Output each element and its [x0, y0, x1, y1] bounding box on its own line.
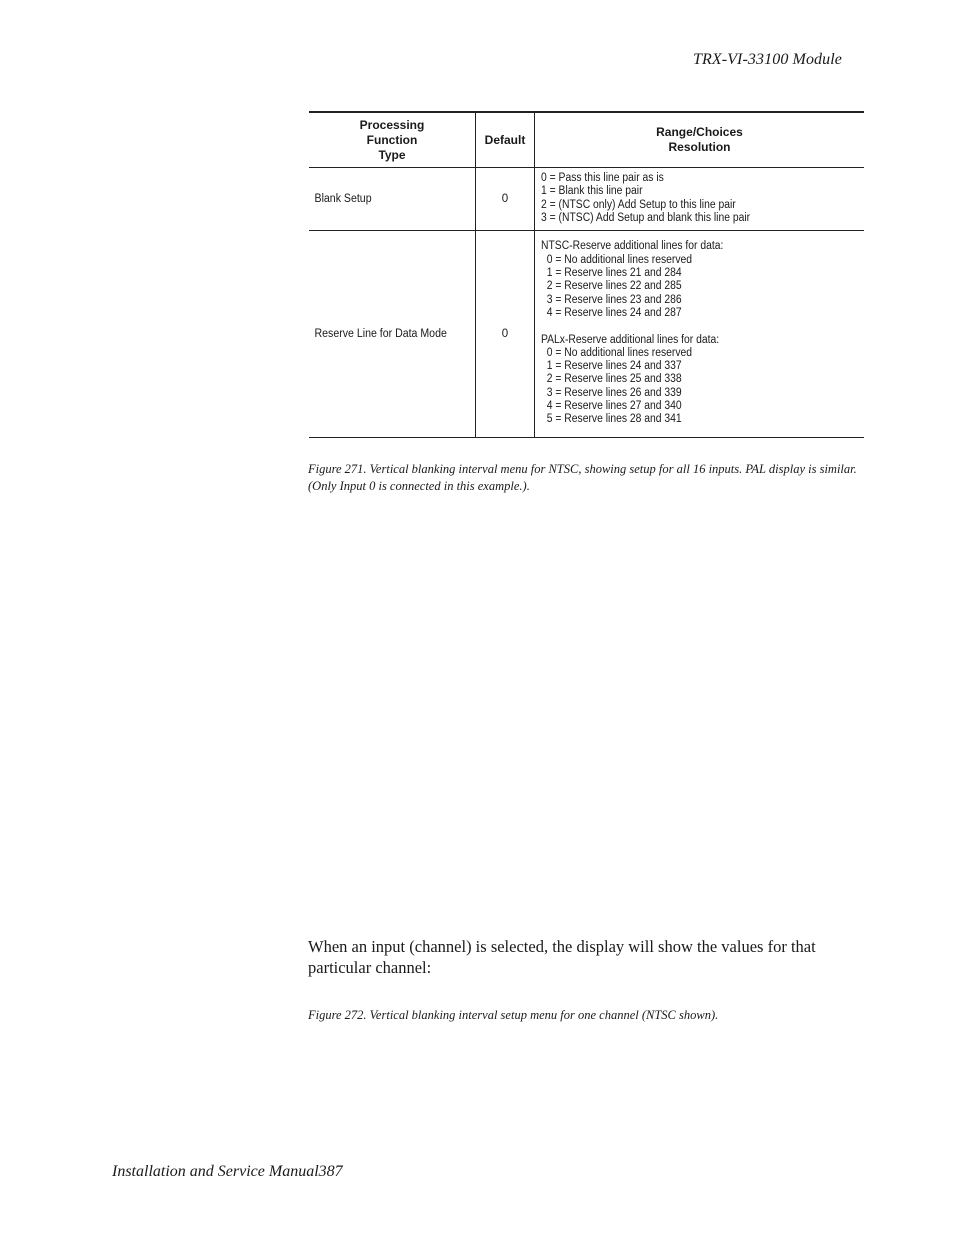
range-line: 2 = Reserve lines 25 and 338: [541, 373, 682, 386]
range-line: NTSC-Reserve additional lines for data:: [541, 240, 724, 253]
header-type-line: Type: [378, 147, 406, 162]
header-range-line: Resolution: [668, 140, 731, 154]
running-footer: Installation and Service Manual387: [112, 1163, 343, 1180]
header-range-line: Range/Choices: [656, 125, 743, 139]
range-line: 1 = Reserve lines 21 and 284: [541, 267, 682, 280]
header-range-choices: [535, 112, 865, 168]
range-line: 0 = No additional lines reserved: [541, 346, 693, 359]
range-spacer: [541, 320, 858, 333]
header-default: Default: [476, 112, 535, 168]
type-cell: Blank Setup: [309, 168, 462, 231]
range-line: 3 = Reserve lines 23 and 286: [541, 293, 682, 306]
range-line: 2 = (NTSC only) Add Setup to this line pair: [541, 198, 736, 211]
type-cell: Reserve Line for Data Mode: [309, 231, 462, 438]
processing-function-table: [309, 111, 864, 438]
range-line: 1 = Reserve lines 24 and 337: [541, 360, 682, 373]
table-row-reserve-line: [309, 231, 864, 438]
range-line: PALx-Reserve additional lines for data:: [541, 333, 720, 346]
range-line: 3 = (NTSC) Add Setup and blank this line pair: [541, 211, 751, 224]
range-line: 5 = Reserve lines 28 and 341: [541, 413, 682, 426]
range-cell: [535, 231, 865, 438]
range-line: 0 = Pass this line pair as is: [541, 171, 664, 184]
figure-272-caption: Figure 272. Vertical blanking interval setup menu for one channel (NTSC shown).: [308, 1008, 719, 1022]
range-line: 4 = Reserve lines 27 and 340: [541, 399, 682, 412]
range-line: 1 = Blank this line pair: [541, 185, 643, 198]
range-line: 4 = Reserve lines 24 and 287: [541, 306, 682, 319]
running-header: TRX-VI-33100 Module: [693, 51, 842, 68]
figure-271-caption: Figure 271. Vertical blanking interval menu for NTSC, showing setup for all 16 inputs. PAL display is similar. (Only Input 0 is connected in this example.).: [308, 462, 857, 493]
range-line: 3 = Reserve lines 26 and 339: [541, 386, 682, 399]
table-header-row: [309, 112, 864, 168]
range-cell: [535, 168, 865, 231]
header-type-line: Function: [366, 132, 418, 147]
range-line: 2 = Reserve lines 22 and 285: [541, 280, 682, 293]
header-type-line: Processing: [359, 117, 425, 132]
range-line: 0 = No additional lines reserved: [541, 253, 693, 266]
default-cell: 0: [476, 231, 535, 438]
body-paragraph: When an input (channel) is selected, the display will show the values for that particular channel:: [308, 937, 816, 977]
header-processing-function-type: [309, 112, 476, 168]
table-row-blank-setup: [309, 168, 864, 231]
default-cell: 0: [476, 168, 535, 231]
